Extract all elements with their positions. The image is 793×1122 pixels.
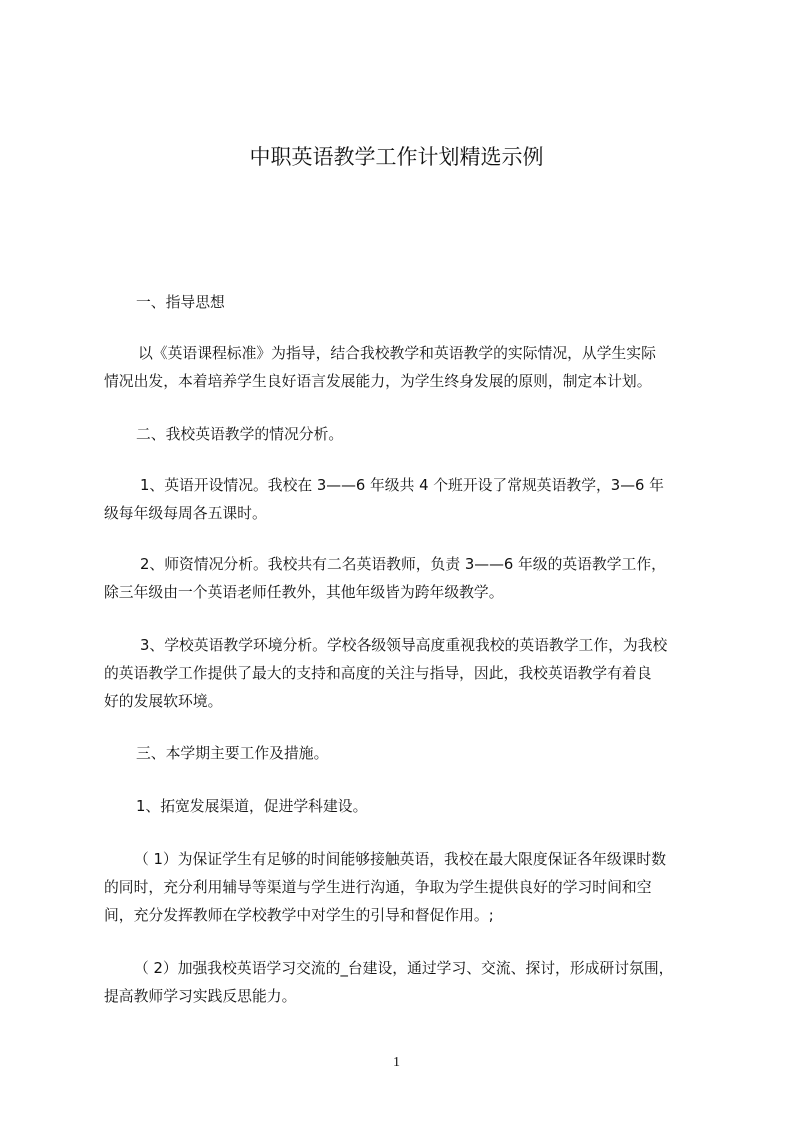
heading-text: 二、我校英语教学的情况分析。	[136, 426, 344, 443]
section-heading-1	[104, 289, 704, 317]
paragraph-line: 提高教师学习实践反思能力。	[104, 988, 297, 1005]
paragraph-line: 除三年级由一个英语老师任教外，其他年级皆为跨年级教学。	[104, 584, 504, 601]
paragraph-english-courses	[104, 472, 704, 528]
paragraph-environment-analysis	[104, 632, 704, 716]
paragraph-line: 1、英语开设情况。我校在 3——6 年级共 4 个班开设了常规英语教学，3—6 年	[140, 477, 664, 494]
paragraph-line: 情况出发，本着培养学生良好语言发展能力，为学生终身发展的原则，制定本计划。	[104, 373, 652, 390]
paragraph-teacher-analysis	[104, 551, 704, 607]
paragraph-measure-1	[104, 846, 704, 930]
paragraph-line: 3、学校英语教学环境分析。学校各级领导高度重视我校的英语教学工作，为我校	[140, 637, 668, 654]
paragraph-line: （ 1）为保证学生有足够的时间能够接触英语，我校在最大限度保证各年级课时数	[134, 851, 667, 868]
paragraph-line: 的同时，充分利用辅导等渠道与学生进行沟通，争取为学生提供良好的学习时间和空	[104, 879, 652, 896]
subheading-expand-channels	[104, 793, 704, 821]
paragraph-line: 以《英语课程标准》为指导，结合我校教学和英语教学的实际情况，从学生实际	[138, 345, 656, 362]
paragraph-line: （ 2）加强我校英语学习交流的_台建设，通过学习、交流、探讨，形成研讨氛围，	[134, 960, 674, 977]
paragraph-line: 间，充分发挥教师在学校教学中对学生的引导和督促作用。;	[104, 907, 494, 924]
section-heading-2	[104, 421, 704, 449]
heading-text: 三、本学期主要工作及措施。	[136, 745, 329, 762]
paragraph-line: 的英语教学工作提供了最大的支持和高度的关注与指导，因此，我校英语教学有着良	[104, 665, 652, 682]
page-number: 1	[393, 1055, 400, 1070]
section-heading-3	[104, 740, 704, 768]
heading-text: 一、指导思想	[136, 294, 225, 311]
paragraph-line: 级每年级每周各五课时。	[104, 505, 267, 522]
paragraph-guiding-idea	[104, 340, 704, 396]
paragraph-measure-2	[104, 955, 704, 1011]
paragraph-line: 2、师资情况分析。我校共有二名英语教师，负责 3——6 年级的英语教学工作，	[140, 556, 666, 573]
document-title: 中职英语教学工作计划精选示例	[249, 145, 544, 169]
subheading-text: 1、拓宽发展渠道，促进学科建设。	[136, 798, 368, 815]
paragraph-line: 好的发展软环境。	[104, 693, 223, 710]
